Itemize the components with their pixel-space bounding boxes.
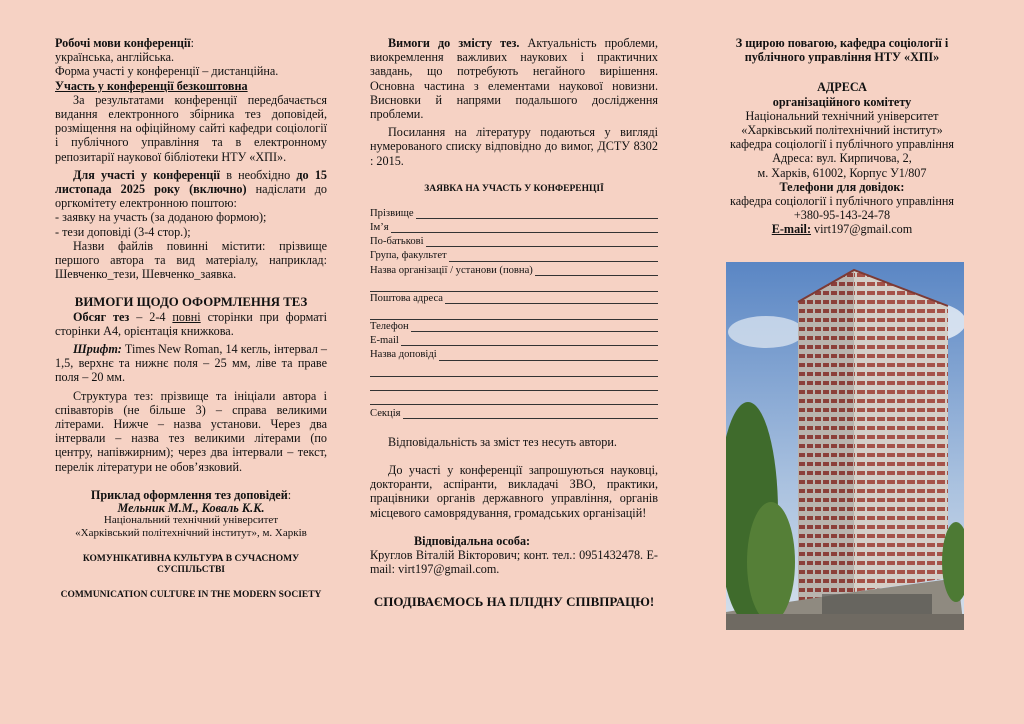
- volume-lead: Обсяг тез: [73, 309, 130, 324]
- form-label-name: Ім’я: [370, 222, 389, 234]
- languages-heading: Робочі мови конференції: [55, 36, 191, 50]
- organization-field[interactable]: [535, 265, 658, 276]
- address-heading: АДРЕСА: [817, 80, 867, 95]
- example-heading: Приклад оформлення тез доповідей: [90, 487, 288, 502]
- form-row-name: [370, 221, 658, 235]
- form-label-email: E-mail: [370, 335, 399, 347]
- report-title-line-2[interactable]: [370, 363, 658, 377]
- participation-tail: надіслати до оргкомітету електронною поштою:: [55, 182, 327, 211]
- participation-form: Форма участі у конференції – дистанційна.: [55, 64, 279, 79]
- contact-details: Круглов Віталій Вікторович; конт. тел.: 0951432478. E-mail: virt197@gmail.com.: [370, 548, 658, 577]
- report-title-line-3[interactable]: [370, 377, 658, 391]
- left-column: [55, 36, 327, 601]
- address-university: Національний технічний університет: [745, 108, 939, 123]
- form-row-report: [370, 348, 658, 362]
- structure-paragraph: Структура тез: прізвище та ініціали автора і співавторів (не більше 3) – справа великими літерами. Нижче – назва установи. Через два інтервали – назва тез великими літерами (по центру, напівжирним); через два інтервали – текст, перелік літератури не обов’язковий.: [55, 388, 327, 474]
- phone-number: +380-95-143-24-78: [793, 208, 891, 223]
- list-item-abstracts: - тези доповіді (3-4 стор.);: [55, 224, 191, 239]
- form-row-surname: [370, 207, 658, 221]
- phones-department: кафедра соціології і публічного управління: [729, 194, 955, 209]
- form-label-group: Група, факультет: [370, 250, 447, 262]
- phones-heading: Телефони для довідок:: [779, 179, 905, 194]
- participation-lead: Для участі у конференції: [73, 167, 221, 182]
- example-colon: :: [287, 487, 292, 502]
- organization-field-line-2[interactable]: [370, 278, 658, 292]
- participation-paragraph: [55, 168, 327, 211]
- patronymic-field[interactable]: [426, 236, 658, 247]
- form-label-surname: Прізвище: [370, 207, 414, 219]
- example-university: Національний технічний університет: [103, 514, 279, 527]
- postal-address-line-2[interactable]: [370, 306, 658, 320]
- example-heading-line: [55, 488, 327, 502]
- contact-heading: Відповідальна особа:: [414, 533, 531, 548]
- report-title-field[interactable]: [439, 350, 658, 361]
- example-authors: Мельник М.М., Коваль К.К.: [117, 501, 265, 516]
- committee-heading: організаційного комітету: [772, 94, 912, 109]
- greeting: З щирою повагою, кафедра соціології і публічного управління НТУ «ХПІ»: [735, 36, 949, 65]
- list-item-application: - заявку на участь (за доданою формою);: [55, 210, 267, 225]
- invitation-paragraph: До участі у конференції запрошуються науковці, докторанти, аспіранти, викладачі ЗВО, практики, працівники органів державного управління, органів місцевого самоврядування, громадських організацій!: [370, 463, 658, 520]
- surname-field[interactable]: [416, 208, 658, 219]
- example-institute: «Харківський політехнічний інститут», м. Харків: [75, 527, 307, 540]
- volume-paragraph: [55, 310, 327, 338]
- closing-slogan: СПОДІВАЄМОСЬ НА ПЛІДНУ СПІВПРАЦЮ!: [373, 594, 655, 610]
- email-address: virt197@gmail.com: [811, 222, 913, 237]
- address-city: м. Харків, 61002, Корпус У1/807: [757, 165, 927, 180]
- content-requirements: [370, 36, 658, 121]
- form-label-organization: Назва організації / установи (повна): [370, 264, 533, 276]
- volume-text-a: – 2-4: [129, 309, 173, 324]
- form-row-organization: [370, 264, 658, 278]
- participation-mid: в необхідно: [220, 167, 297, 182]
- languages-block: [55, 36, 327, 50]
- form-row-group: [370, 249, 658, 263]
- building-photo-icon: [726, 262, 964, 630]
- form-row-postal: [370, 292, 658, 306]
- languages-colon: :: [190, 36, 195, 50]
- email-line: [712, 222, 972, 236]
- font-lead: Шрифт:: [73, 342, 122, 357]
- references-paragraph: Посилання на літературу подаються у вигляді нумерованого списку відповідно до вимог, ДСТУ 8302 : 2015.: [370, 125, 658, 168]
- application-form: [370, 207, 658, 421]
- group-field[interactable]: [449, 251, 658, 262]
- form-label-patronymic: По-батькові: [370, 236, 424, 248]
- right-column: [712, 36, 972, 237]
- example-title-ua: КОМУНІКАТИВНА КУЛЬТУРА В СУЧАСНОМУ СУСПІЛЬСТВІ: [82, 554, 300, 576]
- email-field[interactable]: [401, 335, 658, 346]
- form-label-report: Назва доповіді: [370, 349, 437, 361]
- results-paragraph: За результатами конференції передбачається видання електронного збірника тез доповідей, розміщення на офіційному сайті кафедри соціології і публічного управління та в електронному репозитарії наукової бібліотеки НТУ «ХПІ».: [55, 92, 327, 164]
- form-label-section: Секція: [370, 407, 401, 419]
- building-photo: [726, 262, 964, 630]
- application-form-heading: ЗАЯВКА НА УЧАСТЬ У КОНФЕРЕНЦІЇ: [424, 183, 604, 194]
- address-department: кафедра соціології і публічного управління: [729, 137, 955, 152]
- form-label-postal: Поштова адреса: [370, 292, 443, 304]
- form-row-email: [370, 334, 658, 348]
- report-title-line-4[interactable]: [370, 391, 658, 405]
- name-field[interactable]: [391, 222, 658, 233]
- font-paragraph: [55, 342, 327, 385]
- filenames-paragraph: Назви файлів повинні містити: прізвище першого автора та вид матеріалу, наприклад: Шевченко_тези, Шевченко_заявка.: [55, 238, 327, 282]
- phone-field[interactable]: [411, 321, 658, 332]
- form-row-phone: [370, 320, 658, 334]
- form-row-patronymic: [370, 235, 658, 249]
- section-field[interactable]: [403, 408, 658, 419]
- volume-text-b: сторінки при форматі сторінки А4, орієнтація книжкова.: [55, 309, 328, 338]
- address-institute: «Харківський політехнічний інститут»: [741, 123, 943, 138]
- requirements-heading: ВИМОГИ ЩОДО ОФОРМЛЕННЯ ТЕЗ: [74, 295, 308, 310]
- content-lead: Вимоги до змісту тез.: [388, 36, 520, 50]
- form-label-phone: Телефон: [370, 321, 409, 333]
- form-row-section: [370, 407, 658, 421]
- deadline: до 15 листопада 2025 року (включно): [55, 167, 328, 197]
- font-text: Times New Roman, 14 кегль, інтервал – 1,5, верхнє та нижнє поля – 25 мм, ліве та праве поля – 20 мм.: [55, 342, 327, 385]
- responsibility-note: Відповідальність за зміст тез несуть автори.: [388, 434, 617, 449]
- volume-full: повні: [172, 309, 201, 324]
- languages-list: українська, англійська.: [55, 50, 175, 65]
- postal-address-field[interactable]: [445, 293, 658, 304]
- email-label: E-mail:: [771, 222, 811, 237]
- address-street: Адреса: вул. Кирпичова, 2,: [772, 151, 912, 166]
- free-participation: Участь у конференції безкоштовна: [55, 78, 248, 93]
- middle-column: [370, 36, 658, 610]
- content-text: Актуальність проблеми, виокремлення важливих наукових і практичних завдань, що потребують негайного вирішення. Основна частина з елементами наукової новизни. Висновки й напрями подальшого дослідження проблеми.: [370, 36, 658, 122]
- example-title-en: COMMUNICATION CULTURE IN THE MODERN SOCIETY: [60, 590, 322, 601]
